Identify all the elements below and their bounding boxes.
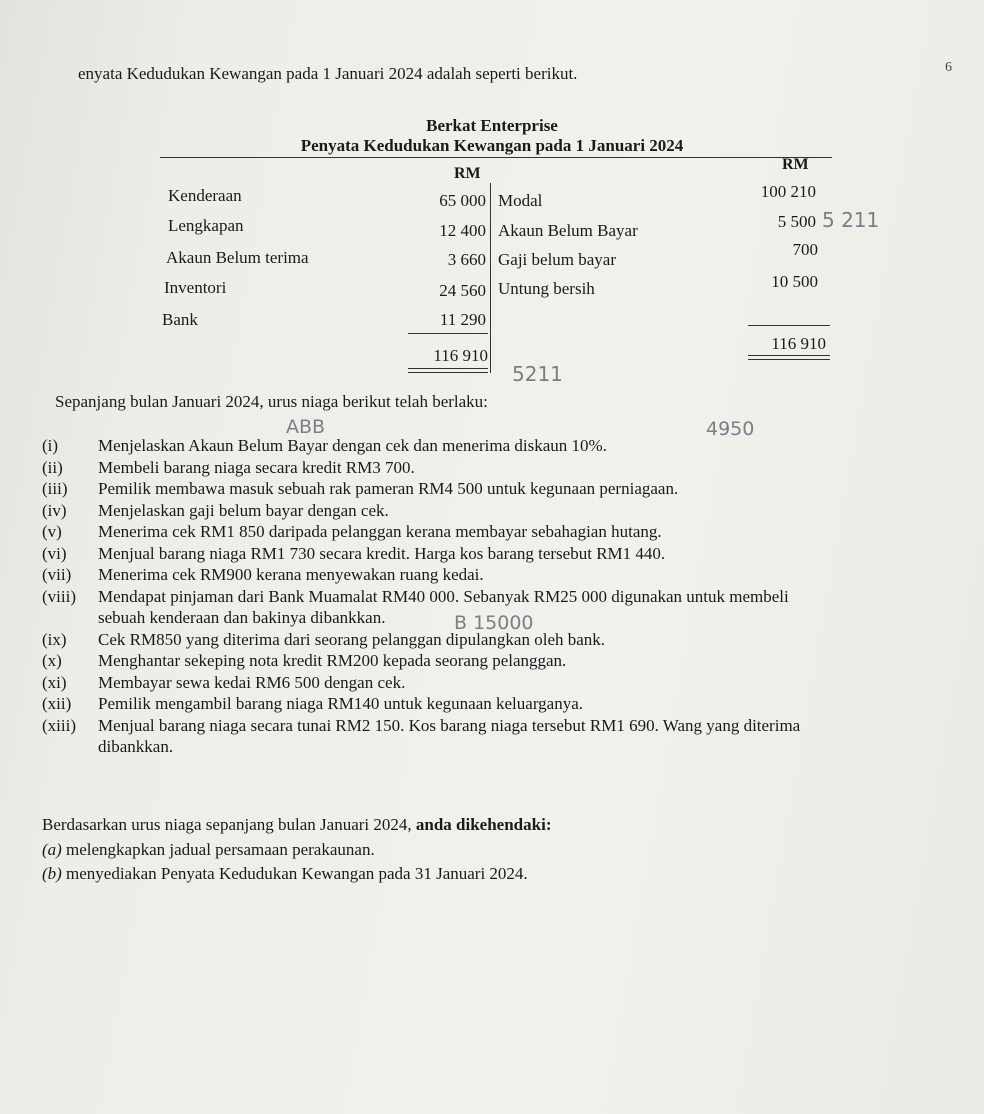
liabilities-total: 116 910 (771, 334, 826, 353)
table-top-rule (160, 157, 832, 158)
liability-label: Akaun Belum Bayar (498, 221, 638, 240)
handwritten-note: 5 211 (822, 208, 880, 232)
assets-total: 116 910 (433, 346, 488, 365)
asset-label: Bank (162, 310, 198, 329)
task-intro-text: Berdasarkan urus niaga sepanjang bulan Januari 2024, (42, 815, 412, 834)
assets-total-underline-2 (408, 372, 488, 373)
list-item: (viii) Mendapat pinjaman dari Bank Muamalat RM40 000. Sebanyak RM25 000 digunakan untuk membeli (42, 586, 789, 606)
liability-label: Untung bersih (498, 279, 595, 298)
liability-label: Modal (498, 191, 543, 210)
asset-label: Akaun Belum terima (166, 248, 309, 267)
liabilities-subtotal-rule (748, 325, 830, 326)
worksheet-page: enyata Kedudukan Kewangan pada 1 Januari 2024 adalah seperti berikut. 6 Berkat Enterprise Penyata Kedudukan Kewangan pada 1 Januari 2024 RM RM Kenderaan 65 000 Lengkapan 12 400 Akaun Belum terima 3 660 Inventori 24 560 Bank 11 290 116 910 Modal 100 210 Akaun Belum Bayar 5 500 Gaji belum bayar 700 Untung bersih 10 500 116 910 5 211 5211 ABB 4950 B 15000 Sepanjang bulan Januari 2024, urus niaga berikut telah berlaku: (i) Menjelaskan Akaun Belum Bayar dengan cek dan menerima diskaun 10%. (ii) Membeli barang niaga secara kredit RM3 700. (iii) Pemilik membawa masuk sebuah rak pameran RM4 500 untuk kegunaan perniagaan. (iv) Menjelaskan gaji belum bayar dengan cek. (v) Menerima cek RM1 850 daripada pelanggan kerana membayar sebahagian hutang. (vi) Menjual barang niaga RM1 730 secara kredit. Harga kos barang tersebut RM1 440. (vii) Menerima cek RM900 kerana menyewakan ruang kedai. (viii) Mendapat pinjaman dari Bank Muamalat RM40 000. Sebanyak RM25 000 digunakan untuk membeli sebuah kenderaan dan bakinya dibankkan. (ix) Cek RM850 yang diterima dari seorang pelanggan dipulangkan oleh bank. (x) Menghantar sekeping nota kredit RM200 kepada seorang pelanggan. (xi) Membayar sewa kedai RM6 500 dengan cek. (xii) Pemilik mengambil barang niaga RM140 untuk kegunaan keluarganya. (xiii) Menjual barang niaga secara tunai RM2 150. Kos barang niaga tersebut RM1 690. Wang yang diterima dibankkan. Berdasarkan urus niaga sepanjang bulan Januari 2024, anda dikehendaki: (a) melengkapkan jadual persamaan perakaunan. (b) menyediakan Penyata Kedudukan Kewangan pada 31 Januari 2024. (0, 0, 984, 1114)
asset-amount: 24 560 (439, 281, 486, 300)
list-item-continuation: dibankkan. (98, 737, 174, 756)
company-name: Berkat Enterprise (426, 116, 558, 135)
list-item: (xiii) Menjual barang niaga secara tunai RM2 150. Kos barang niaga tersebut RM1 690. Wang yang diterima (42, 715, 801, 735)
list-item: (ix) Cek RM850 yang diterima dari seorang pelanggan dipulangkan oleh bank. (42, 629, 606, 649)
asset-amount: 3 660 (447, 250, 486, 269)
transactions-heading: Sepanjang bulan Januari 2024, urus niaga berikut telah berlaku: (55, 392, 488, 411)
list-item-continuation: sebuah kenderaan dan bakinya dibankkan. (98, 608, 386, 627)
list-item: (ii) Membeli barang niaga secara kredit RM3 700. (42, 457, 415, 477)
asset-label: Kenderaan (168, 186, 242, 205)
handwritten-note: B 15000 (454, 612, 534, 634)
intro-text: enyata Kedudukan Kewangan pada 1 Januari 2024 adalah seperti berikut. (78, 64, 578, 83)
list-item: (vii) Menerima cek RM900 kerana menyewakan ruang kedai. (42, 565, 484, 584)
handwritten-note: 5211 (512, 362, 563, 386)
asset-amount: 65 000 (439, 191, 486, 210)
list-item: (iv) Menjelaskan gaji belum bayar dengan cek. (42, 500, 389, 520)
liability-amount: 100 210 (760, 182, 816, 201)
transactions-list (42, 435, 972, 758)
liability-label: Gaji belum bayar (498, 250, 617, 269)
asset-label: Lengkapan (168, 216, 244, 235)
asset-amount: 12 400 (439, 221, 486, 240)
list-item: (xi) Membayar sewa kedai RM6 500 dengan cek. (42, 672, 406, 692)
asset-amount: 11 290 (439, 310, 486, 329)
liability-amount: 700 (792, 240, 818, 259)
statement-title: Penyata Kedudukan Kewangan pada 1 Januari 2024 (300, 136, 684, 155)
list-item: (vi) Menjual barang niaga RM1 730 secara kredit. Harga kos barang tersebut RM1 440. (42, 543, 666, 563)
liabilities-total-underline-1 (748, 355, 830, 356)
liabilities-total-underline-2 (748, 359, 830, 360)
asset-label: Inventori (164, 278, 227, 297)
handwritten-note: ABB (286, 416, 326, 438)
liability-amount: 5 500 (777, 212, 816, 231)
handwritten-note: 4950 (706, 418, 755, 440)
list-item: (xii) Pemilik mengambil barang niaga RM140 untuk kegunaan keluarganya. (42, 694, 584, 713)
currency-header-left: RM (454, 165, 481, 182)
page-number: 6 (945, 60, 952, 75)
task-intro (42, 815, 551, 835)
list-item: (i) Menjelaskan Akaun Belum Bayar dengan cek dan menerima diskaun 10%. (42, 436, 607, 455)
assets-total-underline-1 (408, 368, 488, 369)
table-center-divider (490, 183, 491, 373)
list-item: (v) Menerima cek RM1 850 daripada pelanggan kerana membayar sebahagian hutang. (42, 522, 662, 541)
liability-amount: 10 500 (771, 272, 818, 291)
assets-subtotal-rule (408, 333, 488, 334)
currency-header-right: RM (782, 156, 809, 173)
task-intro-bold: anda dikehendaki: (415, 815, 552, 834)
list-item: (x) Menghantar sekeping nota kredit RM200 kepada seorang pelanggan. (42, 651, 567, 670)
list-item: (iii) Pemilik membawa masuk sebuah rak pameran RM4 500 untuk kegunaan perniagaan. (42, 479, 679, 498)
